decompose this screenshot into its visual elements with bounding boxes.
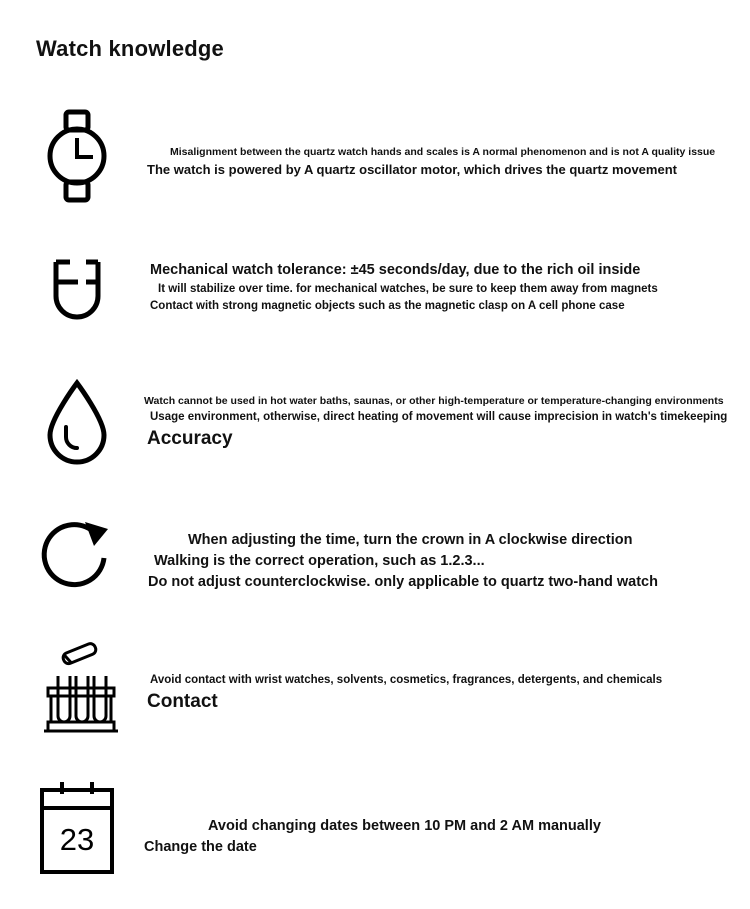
- text-line: The watch is powered by A quartz oscillator motor, which drives the quartz movement: [147, 162, 677, 177]
- section-text-block: [140, 260, 740, 315]
- section-text-block: [140, 144, 740, 179]
- text-line: Avoid changing dates between 10 PM and 2 AM manually: [208, 818, 601, 834]
- text-line: Misalignment between the quartz watch hands and scales is A normal phenomenon and is not A quality issue: [170, 146, 716, 158]
- text-line: Accuracy: [147, 428, 233, 449]
- text-line: Contact: [147, 691, 218, 712]
- section-text-block: [140, 393, 740, 452]
- calendar-icon: [34, 778, 124, 882]
- magnet-icon: [34, 248, 124, 338]
- calendar-date-number: 23: [59, 822, 95, 857]
- text-line: Usage environment, otherwise, direct heating of movement will cause imprecision in watch's timekeeping: [150, 411, 728, 423]
- text-line: Change the date: [144, 839, 257, 855]
- page-title: Watch knowledge: [36, 36, 224, 61]
- section-text-block: [140, 672, 740, 715]
- text-line: Mechanical watch tolerance: ±45 seconds/day, due to the rich oil inside: [150, 262, 641, 278]
- text-line: Contact with strong magnetic objects such as the magnetic clasp on A cell phone case: [150, 300, 625, 312]
- test-tube-rack-icon: [34, 640, 124, 746]
- text-line: It will stabilize over time. for mechanical watches, be sure to keep them away from magnets: [158, 283, 658, 295]
- watch-icon: [34, 106, 124, 206]
- text-line: Do not adjust counterclockwise. only applicable to quartz two-hand watch: [148, 574, 658, 590]
- text-line: Walking is the correct operation, such as 1.2.3...: [154, 553, 485, 569]
- clockwise-arrow-icon: [34, 512, 124, 608]
- text-line: Avoid contact with wrist watches, solvents, cosmetics, fragrances, detergents, and chemicals: [150, 674, 663, 686]
- section-text-block: [140, 530, 740, 593]
- section-text-block: [140, 816, 740, 858]
- water-drop-icon: [34, 375, 124, 471]
- text-line: When adjusting the time, turn the crown in A clockwise direction: [188, 532, 633, 548]
- text-line: Watch cannot be used in hot water baths, saunas, or other high-temperature or temperature-changing environments: [144, 395, 724, 407]
